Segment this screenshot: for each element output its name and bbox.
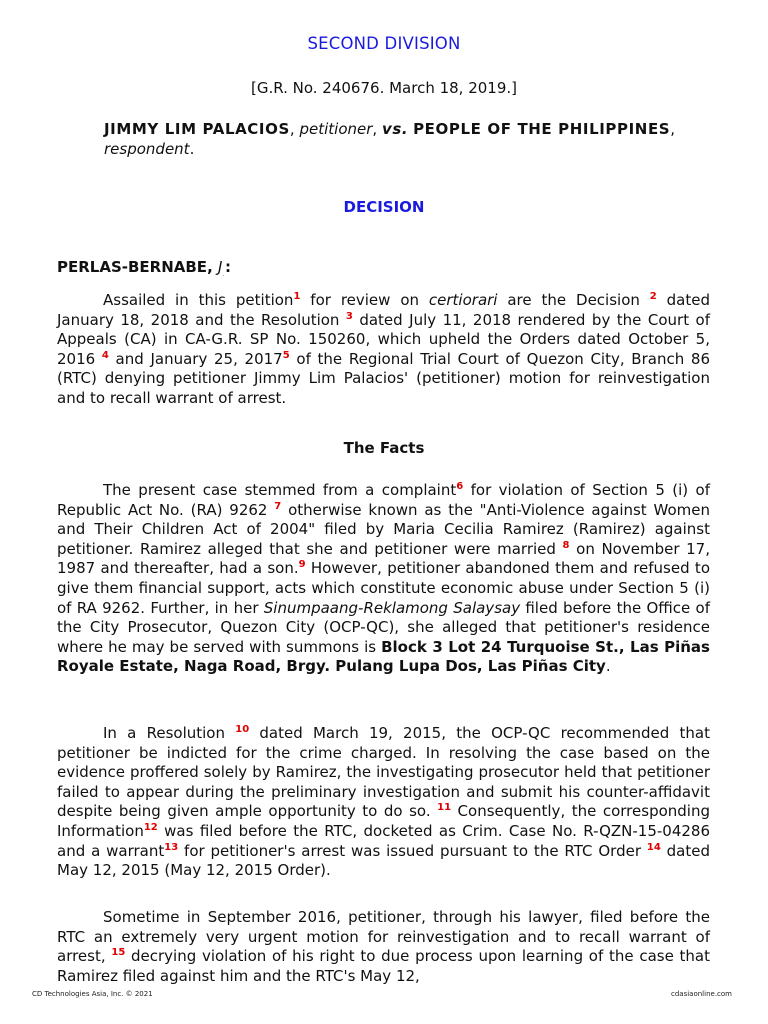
versus-label: vs. (382, 120, 409, 138)
p3-text-3: Consequently, the corresponding Information (57, 802, 710, 840)
p1-text-5: dated July 11, 2018 rendered by the Court of Appeals (CA) in CA-G.R. SP No. 150260, which upheld the Orders dated October 5, 2016 (57, 310, 710, 368)
footnote-link-4[interactable]: 4 (101, 349, 109, 361)
paragraph-3 (57, 724, 710, 881)
p1-text-1: Assailed in this petition (103, 291, 294, 309)
p2-text-6: filed before the Office of the City Prosecutor, Quezon City (OCP-QC), she alleged that petitioner's residence where he may be served with summons is (57, 598, 710, 656)
footnote-link-12[interactable]: 12 (143, 821, 158, 833)
footnote-link-8[interactable]: 8 (562, 539, 570, 551)
footnote-link-9[interactable]: 9 (298, 559, 306, 571)
footnote-link-7[interactable]: 7 (274, 500, 282, 512)
division-heading: SECOND DIVISION (307, 34, 461, 53)
footnote-link-2[interactable]: 2 (649, 291, 657, 302)
p3-text-5: for petitioner's arrest was issued pursuant to the RTC Order (178, 841, 647, 860)
paragraph-2 (57, 481, 710, 677)
ponente-title-suffix: . (222, 269, 225, 278)
footnote-link-3[interactable]: 3 (345, 310, 353, 322)
case-number: [G.R. No. 240676. March 18, 2019.] (250, 79, 518, 97)
p2-text-7: . (605, 657, 611, 676)
p3-text-1: In a Resolution (103, 724, 236, 742)
footnote-link-13[interactable]: 13 (164, 841, 179, 853)
p4-text-2: decrying violation of his right to due process upon learning of the case that Ramirez filed against him and the RTC's May 12, (57, 947, 710, 985)
respondent-name: PEOPLE OF THE PHILIPPINES (413, 120, 671, 138)
case-parties: JIMMY LIM PALACIOS, petitioner, vs. PEOPLE OF THE PHILIPPINES, respondent. (104, 120, 675, 158)
footer-site[interactable]: cdasiaonline.com (671, 990, 732, 998)
paragraph-4 (57, 908, 710, 986)
p3-text-4: was filed before the RTC, docketed as Crim. Case No. R-QZN-15-04286 and a warrant (57, 821, 710, 860)
footnote-link-5[interactable]: 5 (282, 349, 290, 361)
petitioner-name: JIMMY LIM PALACIOS (104, 120, 290, 138)
p1-text-7: of the Regional Trial Court of Quezon City, Branch 86 (RTC) denying petitioner Jimmy Lim Palacios' (petitioner) motion for reinvestigation and to recall warrant of arrest. (57, 349, 710, 407)
p4-text-1: Sometime in September 2016, petitioner, through his lawyer, filed before the RTC an extremely very urgent motion for reinvestigation and to recall warrant of arrest, (57, 908, 710, 966)
footnote-link-14[interactable]: 14 (646, 841, 661, 853)
footnote-link-10[interactable]: 10 (235, 724, 250, 735)
p2-text-5: However, petitioner abandoned them and refused to give them financial support, acts which constitute economic abuse under Section 5 (i) of RA 9262. Further, in her (57, 559, 710, 617)
footnote-link-15[interactable]: 15 (111, 947, 126, 959)
p2-text-4: on November 17, 1987 and thereafter, had a son. (57, 539, 710, 578)
decision-heading: DECISION (343, 198, 425, 216)
p2-bold-address: Block 3 Lot 24 Turquoise St., Las Piñas Royale Estate, Naga Road, Brgy. Pulang Lupa Dos, Las Piñas City (57, 637, 710, 676)
p2-text-3: otherwise known as the "Anti-Violence against Women and Their Children Act of 2004" filed by Maria Cecilia Ramirez (Ramirez) against petitioner. Ramirez alleged that she and petitioner were married (57, 500, 711, 558)
footnote-link-6[interactable]: 6 (456, 481, 464, 492)
facts-heading: The Facts (343, 439, 425, 457)
ponente-name: PERLAS-BERNABE (57, 258, 208, 276)
footer-copyright: CD Technologies Asia, Inc. © 2021 (32, 990, 153, 998)
p1-text-2: for review on (300, 291, 429, 309)
p3-text-6: dated May 12, 2015 (May 12, 2015 Order). (57, 841, 710, 880)
p2-italic-salaysay: Sinumpaang-Reklamong Salaysay (263, 598, 521, 617)
respondent-role: respondent (104, 139, 190, 158)
p1-text-6: and January 25, 2017 (108, 349, 283, 368)
p1-italic-certiorari: certiorari (428, 291, 498, 309)
paragraph-1 (57, 291, 710, 409)
footnote-link-11[interactable]: 11 (437, 802, 452, 814)
ponente-title: J (217, 258, 223, 276)
p1-text-4: dated January 18, 2018 and the Resolution (57, 291, 710, 329)
petitioner-role: petitioner (299, 120, 373, 138)
footnote-link-1[interactable]: 1 (293, 291, 301, 302)
ponente: PERLAS-BERNABE, $J_.$: (57, 258, 231, 278)
p2-text-2: for violation of Section 5 (i) of Republic Act No. (RA) 9262 (57, 481, 710, 519)
p1-text-3: are the Decision (497, 291, 650, 309)
p2-text-1: The present case stemmed from a complaint (103, 481, 457, 499)
p3-text-2: dated March 19, 2015, the OCP-QC recommended that petitioner be indicted for the crime charged. In resolving the case based on the evidence proffered solely by Ramirez, the investigating prosecutor held that petitioner failed to appear during the preliminary investigation and submit his counter-affidavit despite being given ample opportunity to do so. (57, 724, 710, 821)
